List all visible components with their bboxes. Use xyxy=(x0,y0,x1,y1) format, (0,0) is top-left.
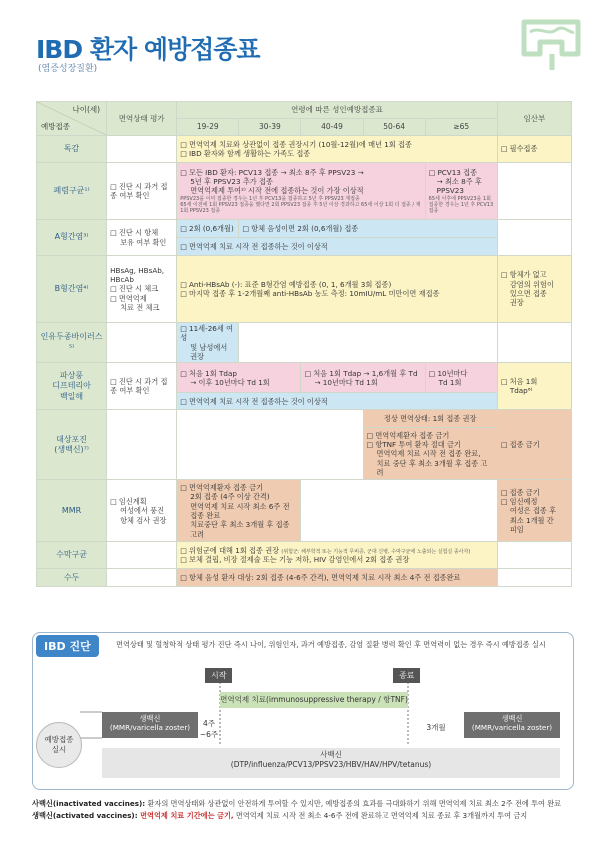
inactivated-note: 사백신(inactivated vaccines): 환자의 면역상태와 상관없이 안전하게 투여할 수 있지만, 예방접종의 효과를 극대화하기 위해 면역억제 치료 최소 2주 전에 투여 완료 xyxy=(32,799,562,808)
live-vaccine-left: 생백신 (MMR/varicella zoster) xyxy=(102,712,198,738)
age-group-header: 연령에 따른 성인예방접종표 xyxy=(177,102,498,119)
vaccination-table: 나이(세) 예방접종 면역상태 평가 연령에 따른 성인예방접종표 임산부 19-29 30-39 40-49 50-64 ≥65 독감 □ 면역억제 치료와 상관없이 접종 권장시기 (10월-12월)에 매년 1회 접종 □ IBD 환자와 함께 생활하는 가족도 접종 □ 필수접종 폐렴구균¹⁾ □ 진단 시 과거 접종 여부 확인 □ 모든 IBD 환자: PCV13 접종 → 최소 8주 후 PPSV23 → 5년 후 PPSV23 추가 접종 면역억제제 투여²⁾ 시작 전에 접종하는 것이 가장 이상적 PPSV23을 이미 접종한 경우는 1년 후 PCV13을 접종하고 5년 후 PPSV23 재접종 65세 이전에 1회 PPSV23 접종을 했다면 2회 PPSV23 접종 후 5년 이상 경과하고 65세 이상 1회 더 접종 / 재 1회 PPSV23 접종 □ PCV13 접종 → 최소 8주 후 PPSV23 65세 이후에 PPSV23을 1회 접종한 경우는 1년 후 PCV13 접종 A형간염³⁾ □ 진단 시 항체 보유 여부 확인 □ 2회 (0,6개월) □ 항체 음성이면 2회 (0,6개월) 접종 □ 면역억제 치료 시작 전 접종하는 것이 이상적 B형간염⁴⁾ HBsAg, HBsAb, HBcAb □ 진단 시 체크 □ 면역억제 치료 전 체크 □ Anti-HBsAb (-): 표준 B형간염 예방접종 (0, 1, 6개월 3회 접종) □ 마지막 접종 후 1-2개월째 anti-HBsAb 농도 측정: 10mIU/mL 미만이면 재접종 □ 항체가 없고 감염의 위험이 있으면 접종 권장 인유두종바이러스⁵⁾ □ 11세-26세 여성 및 남성에서 권장 파상풍 디프테리아 백일해 □ 진단 시 과거 접종 여부 확인 □ 처음 1회 Tdap → 이후 10년마다 Td 1회 □ 처음 1회 Tdap → 1,6개월 후 Td → 10년마다 Td 1회 □ 10년마다 Td 1회 □ 처음 1회 Tdap⁶⁾ □ 면역억제 치료 시작 전 접종하는 것이 이상적 대상포진 (생백신)⁷⁾ 정상 면역상태: 1회 접종 권장 □ 접종 금기 □ 면역억제환자 접종 금기 □ 항TNF 투여 환자 절대 금기 면역억제 치료 시작 전 접종 완료, 치료 중단 후 최소 3개월 후 접종 고려 MMR □ 임신계획 여성에서 풍진 항체 검사 권장 □ 면역억제환자 접종 금기 2회 접종 (4주 이상 간격) 면역억제 치료 시작 최소 6주 전 접종 완료 치료중단 후 최소 3개월 후 접종 고려 □ 접종 금기 □ 임신예정 여성은 접종 후 최소 1개월 간 피임 수막구균 □ 위험군에 대해 1회 접종 권장 (위험군: 해부학적 또는 기능적 무비증, 군대 신병, 수막구균에 노출되는 실험실 종사자) □ 보체 결핍, 비장 절제술 또는 기능 저하, HIV 감염인에서 2회 접종 권장 수두 □ 항체 음성 환자 대상: 2회 접종 (4-6주 간격), 면역억제 치료 시작 최소 4주 전 접종완료 xyxy=(36,101,572,587)
end-tag: 종료 xyxy=(393,668,420,683)
vaccine-name: 인유두종바이러스⁵⁾ xyxy=(37,323,107,363)
table-row: 수막구균 □ 위험군에 대해 1회 접종 권장 (위험군: 해부학적 또는 기능적 무비증, 군대 신병, 수막구균에 노출되는 실험실 종사자) □ 보체 결핍, 비장 절제술 또는 기능 저하, HIV 감염인에서 2회 접종 권장 xyxy=(37,542,572,569)
vaccine-name: B형간염⁴⁾ xyxy=(37,256,107,323)
age-header: 50-64 xyxy=(363,119,425,136)
therapy-bar: 면역억제 치료(immunosuppressive therapy / 항TNF) xyxy=(220,692,408,708)
immune-eval-header: 면역상태 평가 xyxy=(107,102,177,136)
page-subtitle: (염증성장질환) xyxy=(38,64,98,74)
vaccine-name: 수두 xyxy=(37,569,107,587)
age-header: 40-49 xyxy=(301,119,363,136)
vaccine-name: MMR xyxy=(37,480,107,542)
age-header: 19-29 xyxy=(177,119,239,136)
age-header: ≥65 xyxy=(425,119,497,136)
vaccine-name: 독감 xyxy=(37,136,107,163)
table-row: 폐렴구균¹⁾ □ 진단 시 과거 접종 여부 확인 □ 모든 IBD 환자: PCV13 접종 → 최소 8주 후 PPSV23 → 5년 후 PPSV23 추가 접종 면역억제제 투여²⁾ 시작 전에 접종하는 것이 가장 이상적 PPSV23을 이미 접종한 경우는 1년 후 PCV13을 접종하고 5년 후 PPSV23 재접종 65세 이전에 1회 PPSV23 접종을 했다면 2회 PPSV23 접종 후 5년 이상 경과하고 65세 이상 1회 더 접종 / 재 1회 PPSV23 접종 □ PCV13 접종 → 최소 8주 후 PPSV23 65세 이후에 PPSV23을 1회 접종한 경우는 1년 후 PCV13 접종 xyxy=(37,163,572,220)
vaccine-name: A형간염³⁾ xyxy=(37,220,107,256)
table-row: 대상포진 (생백신)⁷⁾ 정상 면역상태: 1회 접종 권장 □ 접종 금기 xyxy=(37,410,572,428)
table-row: 독감 □ 면역억제 치료와 상관없이 접종 권장시기 (10월-12월)에 매년 1회 접종 □ IBD 환자와 함께 생활하는 가족도 접종 □ 필수접종 xyxy=(37,136,572,163)
inactivated-vaccine-bar: 사백신 (DTP/influenza/PCV13/PPSV23/HBV/HAV/HPV/tetanus) xyxy=(102,748,560,778)
table-row: MMR □ 임신계획 여성에서 풍진 항체 검사 권장 □ 면역억제환자 접종 금기 2회 접종 (4주 이상 간격) 면역억제 치료 시작 최소 6주 전 접종 완료 치료중단 후 최소 3개월 후 접종 고려 □ 접종 금기 □ 임신예정 여성은 접종 후 최소 1개월 간 피임 xyxy=(37,480,572,542)
table-row: 파상풍 디프테리아 백일해 □ 진단 시 과거 접종 여부 확인 □ 처음 1회 Tdap → 이후 10년마다 Td 1회 □ 처음 1회 Tdap → 1,6개월 후 Td → 10년마다 Td 1회 □ 10년마다 Td 1회 □ 처음 1회 Tdap⁶⁾ xyxy=(37,363,572,393)
vaccine-name: 폐렴구균¹⁾ xyxy=(37,163,107,220)
table-row: 인유두종바이러스⁵⁾ □ 11세-26세 여성 및 남성에서 권장 xyxy=(37,323,572,363)
vaccine-name: 대상포진 (생백신)⁷⁾ xyxy=(37,410,107,480)
start-tag: 시작 xyxy=(205,668,232,683)
live-note: 생백신(activated vaccines): 면역억제 치료 기간에는 금기, 면역억제 치료 시작 전 최소 4-6주 전에 완료하고 면역억제 치료 종료 후 3개월까지 투여 금지 xyxy=(32,811,528,821)
vaccine-name: 수막구균 xyxy=(37,542,107,569)
age-header: 30-39 xyxy=(239,119,301,136)
live-vaccine-right: 생백신 (MMR/varicella zoster) xyxy=(464,712,560,738)
page-title: IBD 환자 예방접종표 xyxy=(36,35,260,64)
table-row: A형간염³⁾ □ 진단 시 항체 보유 여부 확인 □ 2회 (0,6개월) □ 항체 음성이면 2회 (0,6개월) 접종 xyxy=(37,220,572,238)
weeks-label: 4주 ~6주 xyxy=(199,719,219,739)
table-corner: 나이(세) 예방접종 xyxy=(37,102,107,136)
months-label: 3개월 xyxy=(426,723,446,732)
diagnosis-badge: IBD 진단 xyxy=(36,635,99,657)
diagnosis-description: 면역상태 및 혈청학적 상태 평가 진단 즉시 나이, 위험인자, 과거 예방접종, 감염 질환 병력 확인 후 면역력이 없는 경우 즉시 예방접종 실시 xyxy=(116,640,546,649)
pregnancy-header: 임산부 xyxy=(497,102,571,136)
vaccine-name: 파상풍 디프테리아 백일해 xyxy=(37,363,107,410)
footnotes xyxy=(32,798,572,822)
vaccination-circle: 예방접종 실시 xyxy=(36,722,82,768)
table-row: 수두 □ 항체 음성 환자 대상: 2회 접종 (4-6주 간격), 면역억제 치료 시작 최소 4주 전 접종완료 xyxy=(37,569,572,587)
table-row: B형간염⁴⁾ HBsAg, HBsAb, HBcAb □ 진단 시 체크 □ 면역억제 치료 전 체크 □ Anti-HBsAb (-): 표준 B형간염 예방접종 (0, 1, 6개월 3회 접종) □ 마지막 접종 후 1-2개월째 anti-HBsAb 농도 측정: 10mIU/mL 미만이면 재접종 □ 항체가 없고 감염의 위험이 있으면 접종 권장 xyxy=(37,256,572,323)
